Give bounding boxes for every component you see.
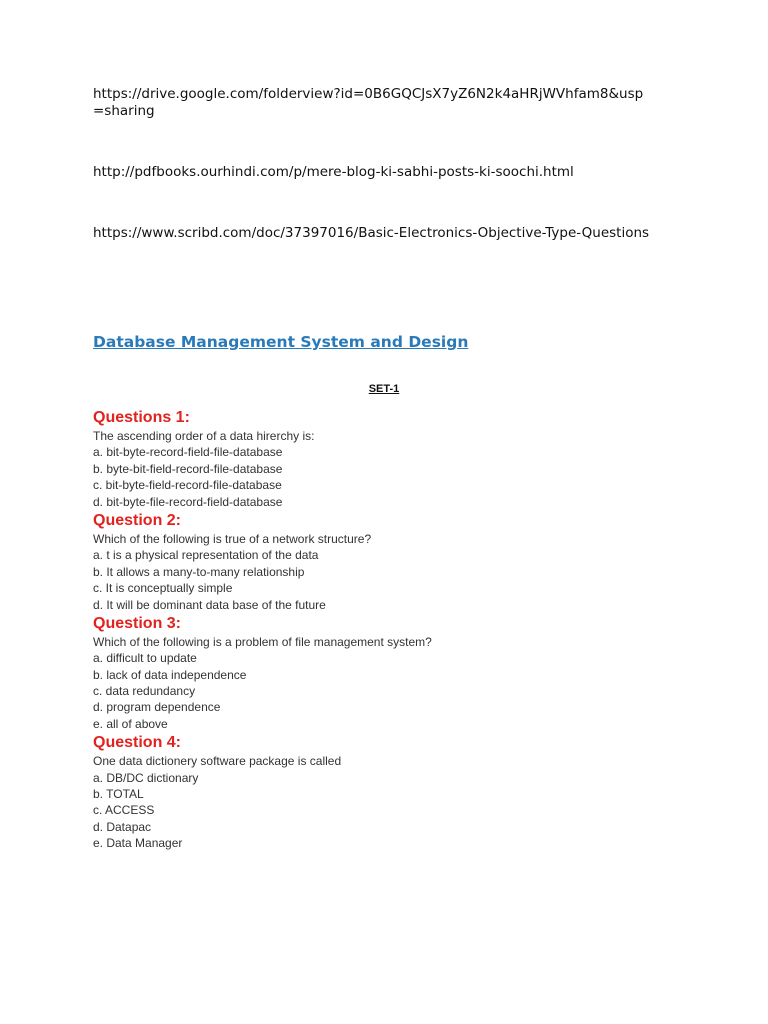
question-3 <box>93 613 693 732</box>
option-c: c. data redundancy <box>93 684 196 699</box>
option-a: a. t is a physical representation of the data <box>93 548 319 563</box>
option-b: b. lack of data independence <box>93 667 247 682</box>
set-label: SET-1 <box>368 383 400 395</box>
question-heading: Questions 1: <box>93 409 190 426</box>
option-d: d. program dependence <box>93 700 221 715</box>
option-e: e. all of above <box>93 716 168 731</box>
question-heading: Question 3: <box>93 614 182 632</box>
option-list <box>93 650 693 732</box>
google-drive-link[interactable]: https://drive.google.com/folderview?id=0B6GQCJsX7yZ6N2k4aHRjWVhfam8&usp=sharing <box>93 86 644 119</box>
option-d: d. It will be dominant data base of the future <box>93 597 326 612</box>
question-text: One data dictionery software package is called <box>93 754 342 769</box>
question-text: The ascending order of a data hirerchy is: <box>93 429 315 443</box>
question-heading: Question 2: <box>93 511 182 529</box>
scribd-link[interactable]: https://www.scribd.com/doc/37397016/Basic-Electronics-Objective-Type-Questions <box>93 225 650 241</box>
question-heading: Question 4: <box>93 734 182 752</box>
option-list <box>93 547 693 613</box>
option-c: c. It is conceptually simple <box>93 581 233 596</box>
option-d: d. bit-byte-file-record-field-database <box>93 494 283 509</box>
pdfbooks-link[interactable]: http://pdfbooks.ourhindi.com/p/mere-blog-ki-sabhi-posts-ki-soochi.html <box>93 164 574 180</box>
question-text: Which of the following is true of a network structure? <box>93 531 372 546</box>
option-d: d. Datapac <box>93 819 152 834</box>
option-b: b. TOTAL <box>93 787 144 802</box>
question-2 <box>93 510 693 613</box>
option-a: a. DB/DC dictionary <box>93 770 199 785</box>
option-c: c. ACCESS <box>93 803 155 818</box>
option-e: e. Data Manager <box>93 836 183 851</box>
option-b: b. It allows a many-to-many relationship <box>93 564 305 579</box>
option-b: b. byte-bit-field-record-file-database <box>93 461 283 476</box>
question-list <box>93 407 693 852</box>
option-a: a. bit-byte-record-field-file-database <box>93 445 283 460</box>
question-4 <box>93 732 693 851</box>
document-title[interactable]: Database Management System and Design <box>93 333 469 351</box>
option-c: c. bit-byte-field-record-file-database <box>93 478 282 493</box>
option-a: a. difficult to update <box>93 651 197 666</box>
option-list <box>93 444 693 510</box>
question-1 <box>93 407 693 510</box>
question-text: Which of the following is a problem of file management system? <box>93 634 432 649</box>
option-list <box>93 770 693 852</box>
